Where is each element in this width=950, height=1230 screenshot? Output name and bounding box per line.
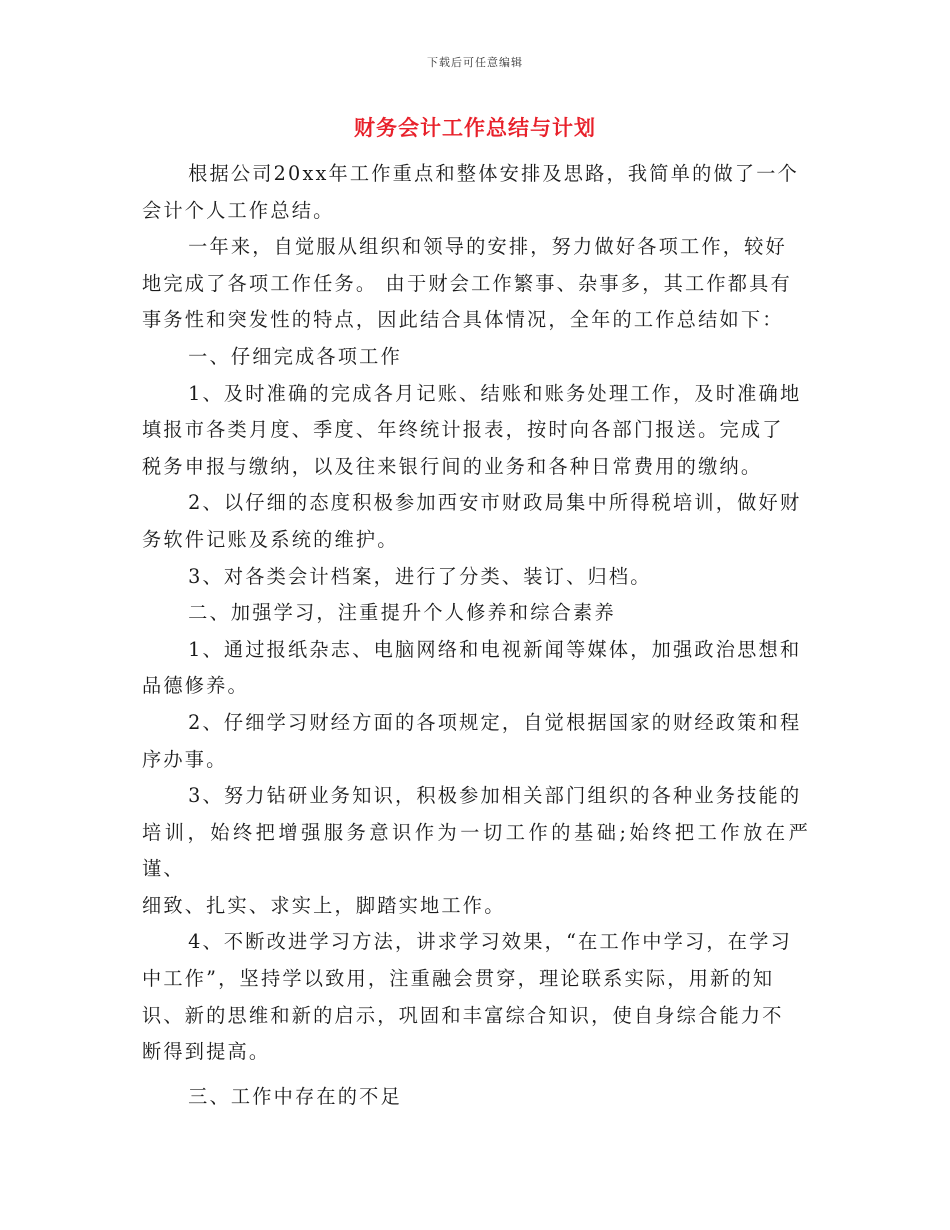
paragraph-line: 3、对各类会计档案，进行了分类、装订、归档。 (188, 564, 652, 588)
paragraph-line: 填报市各类月度、季度、年终统计报表，按时向各部门报送。完成了 (142, 418, 784, 442)
paragraph-line: 会计个人工作总结。 (142, 198, 335, 222)
paragraph-line: 务软件记账及系统的维护。 (142, 527, 399, 551)
paragraph-line: 4、不断改进学习方法，讲求学习效果，“在工作中学习，在学习 (188, 930, 792, 954)
paragraph-item (142, 924, 810, 1070)
paragraph-line: 3、努力钻研业务知识，积极参加相关部门组织的各种业务技能的 (188, 784, 802, 808)
paragraph-line: 品德修养。 (142, 674, 249, 698)
paragraph-line: 2、以仔细的态度积极参加西安市财政局集中所得税培训，做好财 (188, 491, 802, 515)
paragraph-line: 税务申报与缴纳，以及往来银行间的业务和各种日常费用的缴纳。 (142, 454, 763, 478)
paragraph-item (142, 778, 810, 924)
paragraph-item (142, 376, 810, 486)
paragraph-overview (142, 229, 810, 339)
document-title: 财务会计工作总结与计划 (354, 115, 596, 140)
paragraph-line: 一年来，自觉服从组织和领导的安排，努力做好各项工作，较好 (188, 235, 787, 259)
paragraph-line: 识、新的思维和新的启示，巩固和丰富综合知识，使自身综合能力不 (142, 1003, 784, 1027)
paragraph-line: 2、仔细学习财经方面的各项规定，自觉根据国家的财经政策和程 (188, 710, 802, 734)
paragraph-line: 断得到提高。 (142, 1040, 271, 1064)
paragraph-item (142, 705, 810, 778)
section-heading-3 (142, 1079, 810, 1116)
paragraph-intro (142, 156, 810, 229)
paragraph-line: 细致、扎实、求实上，脚踏实地工作。 (142, 893, 506, 917)
section-heading-2 (142, 595, 810, 632)
document-body (142, 156, 810, 1115)
section-heading-1 (142, 339, 810, 376)
heading-text: 三、工作中存在的不足 (188, 1084, 402, 1108)
paragraph-line: 根据公司20xx年工作重点和整体安排及思路，我简单的做了一个 (188, 162, 800, 185)
paragraph-line: 事务性和突发性的特点，因此结合具体情况，全年的工作总结如下： (142, 308, 784, 332)
header-note: 下载后可任意编辑 (427, 56, 523, 69)
paragraph-item (142, 632, 810, 705)
paragraph-line: 培训，始终把增强服务意识作为一切工作的基础;始终把工作放在严谨、 (142, 820, 810, 881)
paragraph-line: 中工作”，坚持学以致用，注重融会贯穿，理论联系实际，用新的知 (142, 967, 775, 991)
paragraph-line: 1、及时准确的完成各月记账、结账和账务处理工作，及时准确地 (188, 381, 802, 405)
paragraph-line: 地完成了各项工作任务。 由于财会工作繁事、杂事多，其工作都具有 (142, 271, 792, 295)
paragraph-line: 1、通过报纸杂志、电脑网络和电视新闻等媒体，加强政治思想和 (188, 637, 802, 661)
heading-text: 二、加强学习，注重提升个人修养和综合素养 (188, 601, 616, 625)
paragraph-item (142, 559, 810, 596)
paragraph-line: 序办事。 (142, 747, 228, 771)
heading-text: 一、仔细完成各项工作 (188, 344, 402, 368)
paragraph-item (142, 485, 810, 558)
